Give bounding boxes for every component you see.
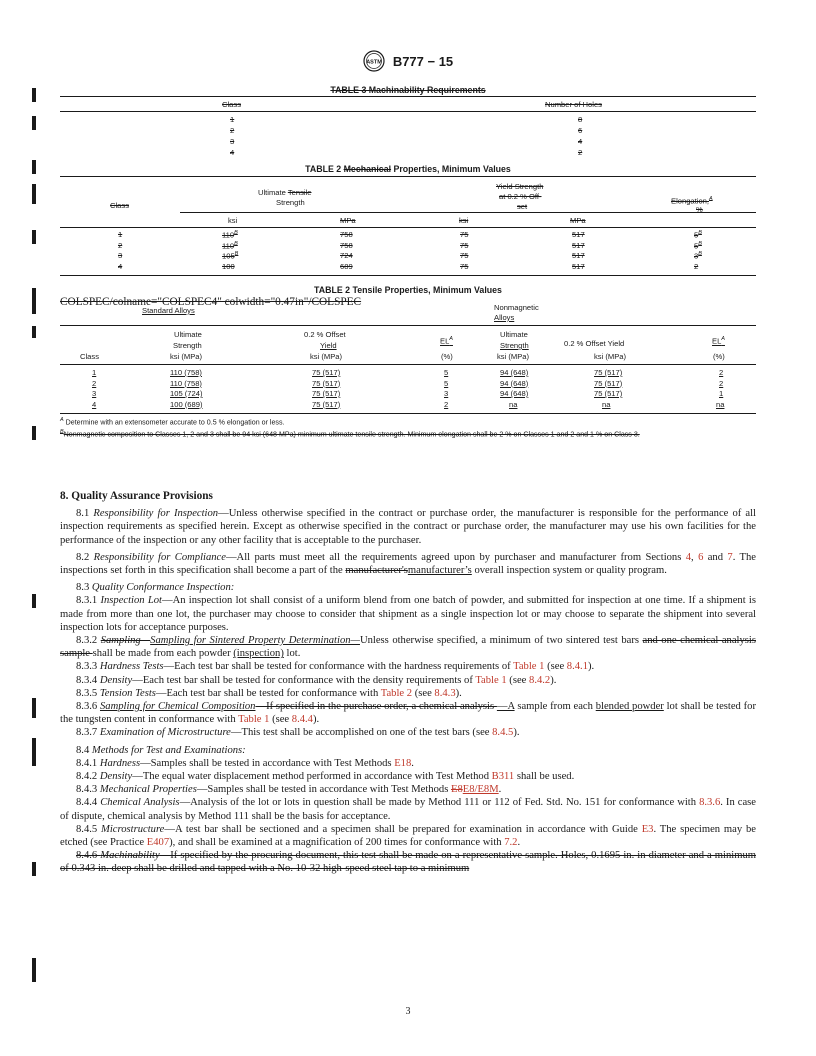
t2o-cell-uts-ksi [222, 241, 238, 251]
value: 5 [694, 230, 699, 240]
link-section-4[interactable]: 4 [685, 551, 692, 563]
table3-header-class: Class [222, 100, 241, 109]
colspec-artifact: COLSPEC/colname="COLSPEC4" colwidth="0.47in"/COLSPEC [60, 296, 362, 308]
link-e407[interactable]: E407 [146, 837, 170, 849]
change-bar [32, 958, 36, 982]
t2o-header-ys2: at 0.2 % Off- [499, 192, 542, 201]
change-bar [32, 326, 36, 338]
text-run: (see [506, 674, 530, 686]
text-run: (inspection) [233, 648, 284, 660]
el-label: EL [440, 336, 450, 346]
el-note: A [709, 196, 713, 202]
text-run: Machinability [100, 850, 160, 862]
value: 5 [694, 241, 699, 251]
text-run: (see [269, 714, 292, 726]
t2o-cell-el [694, 241, 702, 251]
link-table-1[interactable]: Table 1 [475, 674, 507, 686]
change-bar [32, 184, 36, 204]
standard-designation: B777 − 15 [392, 53, 454, 69]
text-run: Sampling for Sintered Property Determination— [150, 635, 360, 647]
t2n-cell-class: 4 [92, 399, 97, 409]
text-run: Tension Tests [99, 687, 156, 699]
text-run: 8.4 [76, 744, 92, 756]
text-run: and [703, 551, 728, 563]
text-run: overall inspection system or quality program. [471, 565, 667, 577]
text-run: Responsibility for Compliance [93, 551, 226, 563]
el-label: EL [712, 336, 722, 346]
value: 2 [694, 261, 699, 271]
t2n-cell-ys: 75 (517) [312, 389, 341, 398]
t2o-cell-uts-mpa: 758 [340, 230, 353, 239]
text-run: —If specified by the procuring document, this test shall be made on a representative sample. Holes, 0.1695 in. in diameter and a minimum of 0.343 in. deep shall be drilled and tapped with a No. 10-32 high-speed steel tap to a minimum [60, 850, 756, 875]
table3-cell-class: 2 [230, 126, 235, 135]
text-run: —Each test bar shall be tested for conformance with [155, 687, 381, 699]
link-8-3-6[interactable]: 8.3.6 [699, 797, 721, 809]
link-table-2[interactable]: Table 2 [380, 687, 413, 699]
link-section-6[interactable]: 6 [698, 551, 704, 563]
text-run: —A test bar shall be sectioned and a specimen shall be prepared for examination in accordance with Guide [164, 823, 642, 835]
t2n-cell-nm-el: 2 [719, 368, 724, 377]
change-bar [32, 288, 36, 314]
para-8-4 [60, 744, 756, 757]
link-table-1[interactable]: Table 1 [513, 661, 545, 673]
t2o-cell-class: 4 [118, 261, 123, 271]
text-run: Methods for Test and Examinations: [91, 744, 246, 756]
el-note: A [449, 336, 453, 342]
t2n-h-el [440, 336, 453, 346]
text-run: ), and shall be examined at a magnification of 200 times for conformance with [169, 837, 505, 849]
text-run: shall be made from each powder [92, 648, 234, 660]
t2n-cell-nm-uts: na [509, 399, 518, 409]
text-run: Chemical Composition [157, 701, 256, 713]
el-note: A [721, 336, 725, 342]
text-run: Density [99, 674, 133, 686]
para-8-3-2 [60, 634, 756, 660]
text-run: blended powder [595, 701, 664, 713]
link-e8-e8m[interactable]: E8/E8M [462, 784, 499, 796]
para-8-4-1 [60, 757, 756, 770]
text-run: 8.3.4 [76, 674, 100, 686]
t2n-cell-ys: 75 (517) [312, 399, 341, 409]
note-mark: B [698, 230, 702, 236]
t2o-header-class: Class [110, 201, 129, 210]
text-run: —Analysis of the lot or lots in question shall be made by Method 111 or 112 of Fed. Std. No. 151 for conformance with [179, 797, 700, 809]
text-run: Examination of Microstructure [99, 727, 231, 739]
para-8-3 [60, 581, 756, 594]
text-run: . [517, 837, 521, 849]
text-run: Inspection Lot [100, 595, 162, 607]
change-bar [32, 426, 36, 440]
text-run: . The inspections set forth in this specification shall become a part of the [60, 551, 757, 577]
text-run: . [411, 757, 414, 769]
note-mark: B [234, 240, 238, 247]
table-rule [60, 364, 756, 365]
table-rule [60, 227, 756, 228]
t2n-h-ys3: ksi (MPa) [310, 352, 343, 361]
table-rule [60, 413, 756, 414]
t2o-header-uts2: Strength [276, 198, 305, 207]
para-8-1 [60, 507, 756, 547]
link-8-4-1[interactable]: 8.4.1 [566, 661, 588, 673]
text-run: Density [99, 771, 133, 783]
text-run: Chemical Analysis [100, 797, 180, 809]
text-run: 8.3.3 [76, 661, 100, 673]
t2o-unit-ksi2: ksi [459, 216, 469, 225]
change-bar [32, 116, 36, 130]
t2n-cell-uts: 110 (758) [170, 368, 202, 377]
text-run: lot shall be tested for the tungsten content in conformance with [60, 701, 756, 726]
t2n-cell-nm-ys: 75 (517) [594, 378, 623, 388]
t2n-group-nonmag1: Nonmagnetic [494, 303, 539, 312]
text-run: 8.4.5 [76, 823, 102, 835]
table-rule [180, 212, 756, 213]
t2n-h-nm-uts2: Strength [500, 341, 529, 350]
para-8-3-3 [60, 660, 756, 673]
text-run: manufacturer's [345, 565, 408, 577]
footnote-mark: B [60, 429, 64, 435]
table3-cell-holes: 8 [578, 115, 583, 124]
t2n-cell-el: 2 [444, 399, 449, 409]
t2n-h-uts2: Strength [173, 341, 202, 350]
t2n-cell-nm-ys: na [602, 399, 611, 409]
para-8-4-6 [60, 849, 756, 875]
para-8-3-1 [60, 594, 756, 634]
footnote-mark: A [60, 417, 64, 423]
t2o-cell-uts-mpa: 689 [340, 261, 353, 271]
text-run: 8.4.3 [76, 784, 100, 796]
footnote-text: Determine with an extensometer accurate to 0.5 % elongation or less. [63, 418, 285, 427]
t2n-cell-el: 5 [444, 378, 449, 388]
t2n-cell-nm-el: 2 [719, 378, 724, 388]
text-run: Unless otherwise specified, a minimum of two sintered test bars [359, 635, 643, 647]
table3-cell-holes: 2 [578, 148, 583, 157]
change-bar [32, 738, 36, 766]
t2o-cell-el [694, 251, 702, 261]
table3-cell-class: 4 [230, 148, 235, 157]
t2o-cell-uts-ksi [222, 251, 238, 261]
el-deleted: Elongation, [671, 196, 709, 206]
para-8-4-4 [60, 796, 756, 822]
text-run: —Samples shall be tested in accordance with Test Methods [140, 757, 395, 769]
t2n-cell-nm-ys: 75 (517) [594, 389, 623, 398]
t2o-cell-ys-ksi: 75 [460, 230, 469, 239]
value: 100 [222, 261, 235, 271]
text-run: 8.4.2 [76, 771, 100, 783]
text-run: —This test shall be accomplished on one of the test bars (see [230, 727, 493, 739]
text-run: ). [312, 714, 320, 726]
text-run: Sampling— [100, 635, 151, 647]
link-7-2[interactable]: 7.2 [504, 837, 518, 849]
table-rule [60, 275, 756, 276]
text-run: sample from each [514, 701, 596, 713]
change-bar [32, 594, 36, 608]
link-e3[interactable]: E3 [641, 823, 654, 835]
text-run: —A [496, 701, 515, 713]
link-table-1[interactable]: Table 1 [238, 714, 270, 726]
text-run: 8.4.1 [76, 757, 100, 769]
text-run: —An inspection lot shall consist of a uniform blend from one batch of powder, and submitted for inspection at one time. If a shipment is made from more than one lot, the purchaser may choose to consider that shipment as a single inspection lot or may choose to separate the shipment into several inspection lots for acceptance purposes. [60, 595, 756, 633]
text-run: Hardness Tests [99, 661, 164, 673]
text-run: —If specified in the purchase order, a chemical analysis [255, 701, 497, 713]
text-run: 8.1 [76, 508, 94, 520]
text-run: 8.3.5 [76, 687, 100, 699]
text-run: . [498, 784, 502, 796]
text-run: 8.2 [76, 551, 94, 563]
t2o-unit-mpa: MPa [340, 216, 356, 225]
t2n-h-class: Class [80, 352, 99, 361]
text-run: (see [412, 687, 435, 699]
text-run: . In case of dispute, chemical analysis by Method 111 shall be the basis for acceptance. [60, 797, 756, 822]
t2n-group-nonmag2: Alloys [494, 313, 515, 322]
text-run: 8.3.7 [76, 727, 100, 739]
change-bar [32, 230, 36, 244]
text-run: —Each test bar shall be tested for conformance with the density requirements of [132, 674, 476, 686]
text-run: lot. [283, 648, 301, 660]
change-bar [32, 862, 36, 876]
t2n-cell-class: 2 [92, 378, 97, 388]
text-run: 8.3.2 [76, 635, 101, 647]
link-section-7[interactable]: 7 [727, 551, 733, 563]
note-mark: B [698, 251, 702, 257]
footnote-text: Nonmagnetic composition to Classes 1, 2 and 3 shall be 94 ksi (648 MPa) minimum ultimate tensile strength. Minimum elongation shall be 2 % on Classes 1 and 2 and 1 % on Class 3. [63, 430, 640, 439]
t2n-h-uts3: ksi (MPa) [170, 352, 203, 361]
t2n-h-uts1: Ultimate [174, 330, 202, 339]
t2n-cell-uts: 110 (758) [170, 378, 202, 388]
para-8-4-5 [60, 823, 756, 849]
t2n-h-nm-el-unit: (%) [713, 352, 725, 361]
t2o-cell-el [694, 262, 698, 271]
astm-logo-icon [363, 50, 385, 72]
t2o-header-uts [258, 188, 311, 197]
footnote-a [60, 416, 760, 427]
t2o-header-el [671, 196, 713, 206]
text-run: Quality Conformance Inspection: [91, 582, 235, 594]
t2n-cell-nm-uts: 94 (648) [500, 389, 529, 398]
text-run: ). [455, 687, 462, 699]
svg-text:ASTM: ASTM [366, 59, 382, 66]
t2o-unit-ksi: ksi [228, 216, 238, 225]
para-8-4-2 [60, 770, 756, 783]
t2n-cell-nm-ys: 75 (517) [594, 368, 623, 377]
page-number: 3 [405, 1006, 411, 1017]
table3-header-holes: Number of Holes [545, 100, 602, 109]
text-run: and one chemical analysis sample [60, 635, 756, 660]
t2n-cell-ys: 75 (517) [312, 378, 341, 388]
value: 110 [222, 230, 235, 240]
text-run: ). [513, 727, 520, 739]
t2n-cell-el: 3 [444, 389, 449, 398]
table-rule [60, 325, 756, 326]
t2o-cell-uts-ksi [222, 262, 235, 271]
text-run: Microstructure [101, 823, 165, 835]
t2o-cell-uts-ksi [222, 230, 238, 240]
table-rule [60, 176, 756, 177]
section-title: 8. Quality Assurance Provisions [60, 490, 213, 502]
text-run: shall be used. [514, 771, 575, 783]
t2n-cell-class: 1 [92, 368, 97, 377]
text-run: —Unless otherwise specified in the contract or purchase order, the manufacturer is responsible for the performance of all inspection requirements as specified herein. Except as otherwise specified in the contract or purchase order, the manufacturer may use his own facilities for the performance of the inspection or any other facility that is acceptable to the purchaser. [60, 508, 756, 546]
table3-cell-holes: 4 [578, 137, 583, 146]
note-mark: B [234, 230, 238, 236]
text-run: 8.3.6 [76, 701, 100, 713]
value: 105 [222, 251, 235, 261]
t2o-cell-class: 1 [118, 230, 123, 239]
text-run: , [691, 551, 699, 563]
text-run: Responsibility for Inspection [93, 508, 219, 520]
t2o-cell-ys-mpa: 517 [572, 230, 585, 239]
text-run: Hardness [99, 757, 141, 769]
page-header [0, 50, 816, 72]
text-run: —All parts must meet all the requirements agreed upon by purchaser and manufacturer from Sections [225, 551, 686, 563]
t2o-header-el-unit: % [696, 205, 703, 214]
caption-prefix: TABLE 2 [305, 164, 344, 174]
text-run: 8.4.6 [76, 850, 101, 862]
t2n-cell-nm-uts: 94 (648) [500, 378, 529, 388]
t2n-cell-ys: 75 (517) [312, 368, 341, 377]
uts-word: Ultimate [258, 188, 288, 197]
t2n-h-nm-ys1: 0.2 % Offset Yield [564, 339, 625, 348]
link-8-4-3[interactable]: 8.4.3 [434, 687, 456, 699]
para-8-2 [60, 551, 756, 577]
table3-cell-class: 1 [230, 115, 235, 124]
table3-caption: TABLE 3 Machinability Requirements [330, 85, 486, 95]
t2n-cell-el: 5 [444, 368, 449, 377]
text-run: 8.3 [76, 582, 92, 594]
link-8-4-2[interactable]: 8.4.2 [529, 674, 551, 686]
t2o-cell-class: 2 [118, 240, 123, 250]
t2n-cell-class: 3 [92, 389, 97, 398]
t2n-cell-uts: 100 (689) [170, 399, 203, 409]
t2o-unit-mpa2: MPa [570, 216, 586, 225]
text-run: ). [587, 661, 595, 673]
caption-suffix: Properties, Minimum Values [391, 164, 511, 174]
t2n-h-nm-ys2: ksi (MPa) [594, 352, 627, 361]
t2n-h-ys2: Yield [320, 341, 337, 350]
t2o-cell-uts-mpa: 758 [340, 240, 353, 250]
table2-new-caption: TABLE 2 Tensile Properties, Minimum Values [314, 285, 502, 295]
t2n-h-nm-uts3: ksi (MPa) [497, 352, 530, 361]
text-run: manufacturer’s [407, 565, 472, 577]
link-8-4-4[interactable]: 8.4.4 [291, 714, 313, 726]
text-run: Sampling for [99, 701, 158, 713]
text-run: (see [544, 661, 567, 673]
link-b311[interactable]: B311 [491, 771, 515, 783]
para-8-4-3 [60, 783, 756, 796]
uts-deleted: Tensile [287, 188, 312, 197]
t2o-cell-ys-ksi: 75 [460, 240, 469, 250]
change-bar [32, 698, 36, 718]
t2n-h-el-unit: (%) [441, 352, 453, 361]
text-run: Mechanical Properties [99, 784, 197, 796]
t2o-header-ys3: set [517, 202, 528, 211]
section-8 [60, 490, 756, 876]
t2o-cell-ys-ksi: 75 [460, 261, 469, 271]
note-mark: B [698, 240, 702, 247]
t2o-cell-el [694, 230, 702, 240]
text-run: . The specimen may be etched (see Practice [60, 823, 756, 849]
table2-old-caption [60, 164, 756, 174]
table-rule [60, 111, 756, 112]
t2n-h-nm-uts1: Ultimate [500, 330, 528, 339]
t2o-header-ys1: Yield Strength [496, 182, 544, 191]
t2n-cell-uts: 105 (724) [170, 389, 203, 398]
change-bar [32, 88, 36, 102]
t2n-cell-nm-el: 1 [719, 389, 724, 398]
note-mark: B [234, 251, 239, 257]
t2o-cell-ys-mpa: 517 [572, 261, 585, 271]
text-run: —Samples shall be tested in accordance with Test Methods [196, 784, 451, 796]
t2o-cell-class: 3 [118, 251, 123, 260]
t2o-cell-uts-mpa: 724 [340, 251, 353, 260]
text-run: 8.3.1 [76, 595, 101, 607]
t2n-h-nm-el [712, 336, 725, 346]
text-run: —The equal water displacement method performed in accordance with Test Method [132, 771, 492, 783]
value: 3 [694, 251, 699, 261]
link-8-4-5[interactable]: 8.4.5 [492, 727, 514, 739]
caption-deleted: Mechanical [343, 164, 392, 174]
para-8-3-7 [60, 726, 756, 739]
text-run: 8.4.4 [76, 797, 101, 809]
para-8-3-4 [60, 674, 756, 687]
t2n-cell-nm-uts: 94 (648) [500, 368, 529, 377]
link-e18[interactable]: E18 [394, 757, 412, 769]
footnote-b [60, 428, 760, 439]
text-run: —Each test bar shall be tested for conformance with the hardness requirements of [163, 661, 514, 673]
t2n-cell-nm-el: na [716, 399, 725, 409]
t2n-group-standard: Standard Alloys [142, 306, 195, 315]
para-8-3-5 [60, 687, 756, 700]
para-8-3-6 [60, 700, 756, 726]
t2n-h-ys1: 0.2 % Offset [304, 330, 346, 339]
table-rule [60, 96, 756, 97]
link-e8-deleted[interactable]: E8 [450, 784, 463, 796]
text-run: ). [550, 674, 557, 686]
t2o-cell-ys-mpa: 517 [572, 251, 585, 260]
table3-cell-holes: 6 [578, 126, 583, 135]
t2o-cell-ys-mpa: 517 [572, 240, 585, 250]
t2o-cell-ys-ksi: 75 [460, 251, 469, 260]
table3-cell-class: 3 [230, 137, 235, 146]
change-bar [32, 160, 36, 174]
value: 110 [222, 241, 235, 251]
